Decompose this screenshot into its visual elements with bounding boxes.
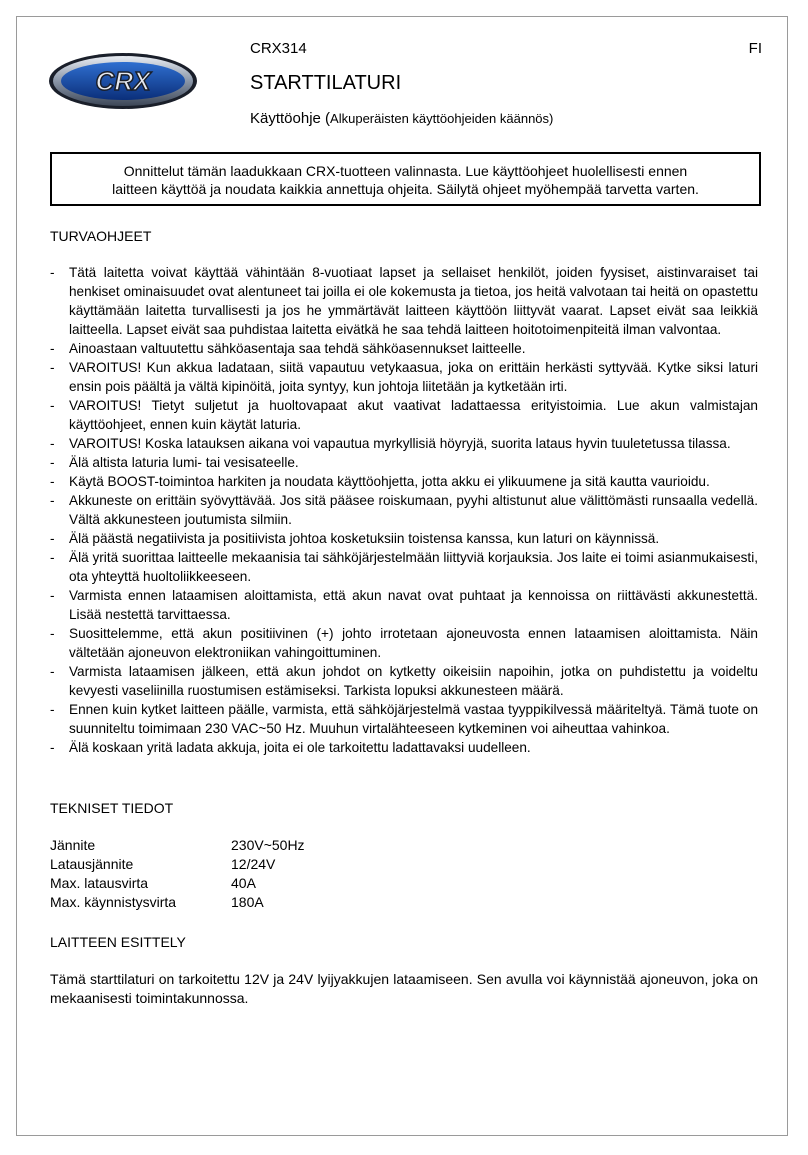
list-item: - Suosittelemme, että akun positiivinen (+) johto irrotetaan ajoneuvosta ennen lataamisen aloittamista. Näin vältetään ajoneuvon elektroniikan vahingoittuminen.: [50, 624, 758, 662]
spec-row: [50, 893, 758, 912]
intro-section: [50, 934, 758, 1008]
list-item: - Tätä laitetta voivat käyttää vähintään 8-vuotiaat lapset ja sellaiset henkilöt, joiden fyysiset, aistinvaraiset tai henkiset ominaisuudet ovat alentuneet tai joilla ei ole kokemusta ja tietoa, jos heitä valvotaan tai heitä on opastettu käyttämään laitetta turvallisesti ja jos he ymmärtävät laitteen käyttöön liittyvät vaarat. Lapset eivät saa leikkiä laitteella. Lapset eivät saa puhdistaa laitetta eivätkä he saa tehdä laitteen hoitotoimenpiteitä ilman valvontaa.: [50, 263, 758, 339]
crx-logo: [48, 52, 198, 110]
intro-text: Tämä starttilaturi on tarkoitettu 12V ja 24V lyijyakkujen lataamiseen. Sen avulla voi käynnistää ajoneuvon, joka on mekaanisesti toimintakunnossa.: [50, 971, 758, 1006]
notice-line-1: Onnittelut tämän laadukkaan CRX-tuotteen valinnasta. Lue käyttöohjeet huolellisesti ennen: [123, 163, 688, 179]
spec-label: Max. latausvirta: [50, 875, 149, 891]
spec-label: Jännite: [50, 837, 96, 853]
list-item: - Älä altista laturia lumi- tai vesisateelle.: [50, 453, 758, 472]
list-item: - Ennen kuin kytket laitteen päälle, varmista, että sähköjärjestelmä vastaa tyyppikilvessä määriteltyä. Tämä tuote on suunniteltu toimimaan 230 VAC~50 Hz. Muuhun virtalähteeseen kytkeminen voi aiheuttaa vahinkoa.: [50, 700, 758, 738]
spec-value: 12/24V: [231, 856, 276, 872]
safety-section: [50, 228, 758, 757]
notice-line-2: laitteen käyttöä ja noudata kaikkia annettuja ohjeita. Säilytä ohjeet myöhempää tarvetta varten.: [112, 181, 699, 197]
list-item: - Varmista ennen lataamisen aloittamista, että akun navat ovat puhtaat ja kennoissa on riittävästi akkunestettä. Lisää nestettä tarvittaessa.: [50, 586, 758, 624]
list-item: - Älä koskaan yritä ladata akkuja, joita ei ole tarkoitettu ladattavaksi uudelleen.: [50, 738, 758, 757]
spec-label: Max. käynnistysvirta: [50, 894, 177, 910]
specs-heading: TEKNISET TIEDOT: [50, 800, 174, 816]
language-code: FI: [748, 40, 762, 57]
list-item: - Älä yritä suorittaa laitteelle mekaanisia tai sähköjärjestelmään liittyviä korjauksia. Jos laite ei toimi asianmukaisesti, ota yhteyttä huoltoliikkeeseen.: [50, 548, 758, 586]
list-item: - Älä päästä negatiivista ja positiivista johtoa kosketuksiin toistensa kanssa, kun laturi on käynnissä.: [50, 529, 758, 548]
list-item: - Varmista lataamisen jälkeen, että akun johdot on kytketty oikeisiin napoihin, jotka on puhdistettu ja voideltu kevyesti vaseliinilla ruostumisen estämiseksi. Tarkista lopuksi akkunesteen määrä.: [50, 662, 758, 700]
specs-section: [50, 800, 758, 912]
intro-heading: LAITTEEN ESITTELY: [50, 934, 186, 950]
list-item: - Akkuneste on erittäin syövyttävää. Jos sitä pääsee roiskumaan, pyyhi altistunut alue välittömästi runsaalla vedellä. Vältä akkunesteen joutumista silmiin.: [50, 491, 758, 529]
spec-row: [50, 874, 758, 893]
spec-value: 40A: [231, 875, 256, 891]
list-item: - Ainoastaan valtuutettu sähköasentaja saa tehdä sähköasennukset laitteelle.: [50, 339, 758, 358]
subtitle-main: Käyttöohje (: [250, 110, 331, 127]
model-number: CRX314: [250, 40, 307, 57]
subtitle-paren: Alkuperäisten käyttöohjeiden käännös): [330, 111, 554, 126]
list-item: - VAROITUS! Tietyt suljetut ja huoltovapaat akut vaativat ladattaessa erityistoimia. Lue akun valmistajan käyttöohjeet, ennen kuin käytät laturia.: [50, 396, 758, 434]
page-title: STARTTILATURI: [250, 72, 402, 94]
spec-row: [50, 836, 758, 855]
list-item: - VAROITUS! Kun akkua ladataan, siitä vapautuu vetykaasua, joka on erittäin herkästi syttyvää. Kytke siksi laturi ensin pois päältä ja vältä kipinöitä, joita syntyy, kun johtoja liitetään ja kytketään irti.: [50, 358, 758, 396]
notice-box: [50, 152, 761, 206]
safety-heading: TURVAOHJEET: [50, 228, 152, 244]
spec-value: 180A: [231, 894, 264, 910]
svg-text:CRX: CRX: [95, 66, 151, 96]
spec-row: [50, 855, 758, 874]
list-item: - Käytä BOOST-toimintoa harkiten ja noudata käyttöohjetta, jotta akku ei ylikuumene ja sitä kautta vaurioidu.: [50, 472, 758, 491]
list-item: - VAROITUS! Koska latauksen aikana voi vapautua myrkyllisiä höyryjä, suorita lataus hyvin tuuletetussa tilassa.: [50, 434, 758, 453]
page-subtitle: [250, 110, 553, 127]
safety-list: [50, 263, 758, 757]
specs-table: [50, 836, 758, 912]
spec-value: 230V~50Hz: [231, 837, 305, 853]
spec-label: Latausjännite: [50, 856, 134, 872]
